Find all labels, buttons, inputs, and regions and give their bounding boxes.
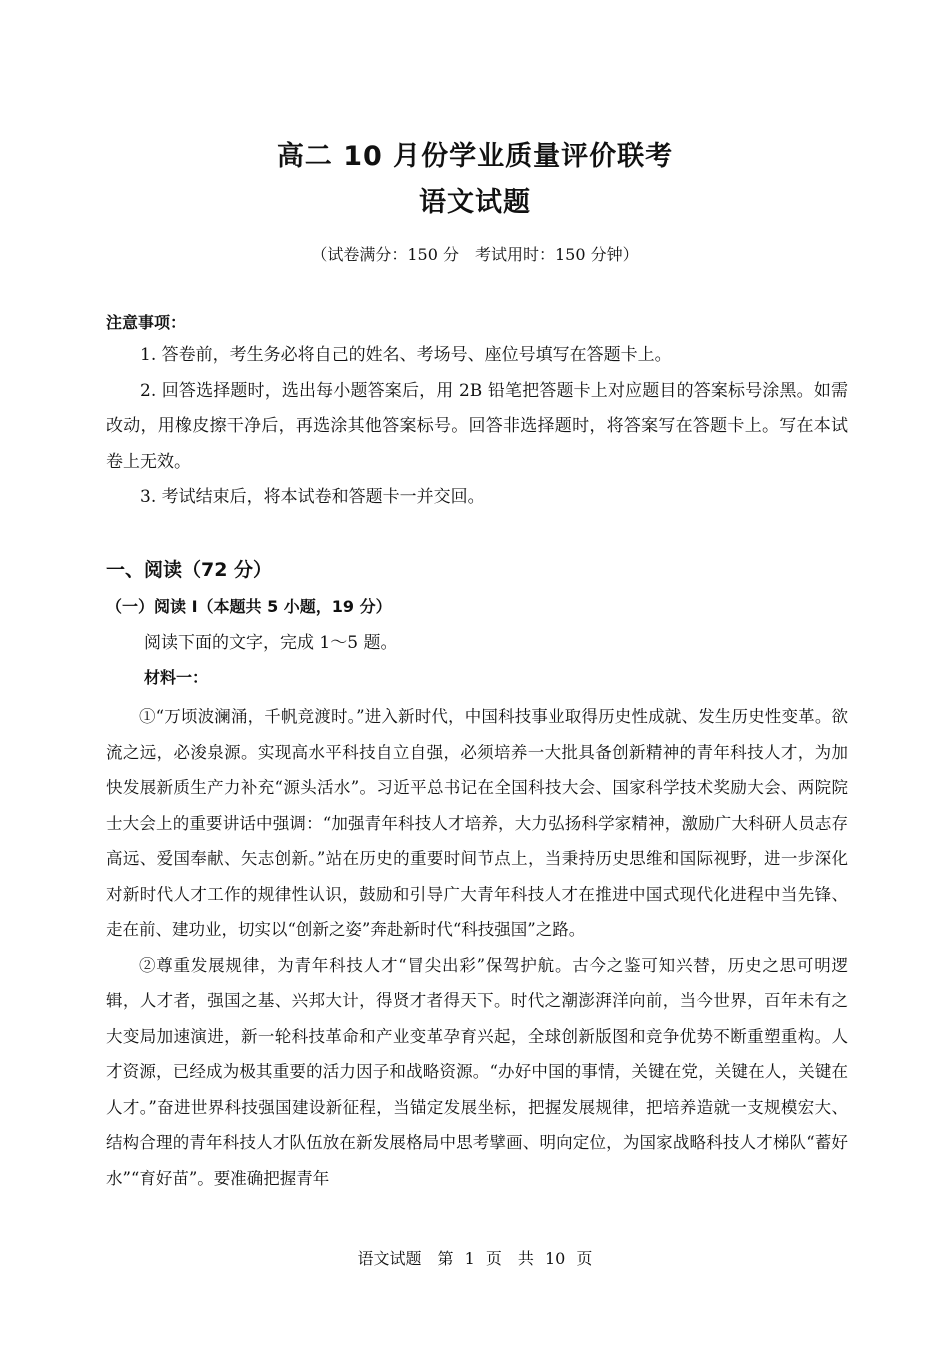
material-label: 材料一： bbox=[144, 668, 209, 687]
notice-item: 2. 回答选择题时，选出每小题答案后，用 2B 铅笔把答题卡上对应题目的答案标号涂黑。如需改动，用橡皮擦干净后，再选涂其他答案标号。回答非选择题时，将答案写在答题卡上。写在本试卷上无效。 bbox=[106, 380, 848, 472]
notice-heading: 注意事项： bbox=[106, 313, 187, 332]
exam-title: 高二 10 月份学业质量评价联考 bbox=[276, 141, 674, 172]
exam-subject-title: 语文试题 bbox=[419, 187, 531, 218]
subsection-heading: （一）阅读 Ⅰ（本题共 5 小题，19 分） bbox=[106, 597, 392, 616]
section-heading: 一、阅读（72 分） bbox=[106, 559, 273, 581]
notice-item: 3. 考试结束后，将本试卷和答题卡一并交回。 bbox=[140, 487, 485, 507]
page-footer: 语文试题 第 1 页 共 10 页 bbox=[357, 1249, 593, 1268]
notice-list bbox=[106, 338, 848, 516]
reading-instruction: 阅读下面的文字，完成 1～5 题。 bbox=[144, 633, 398, 653]
passage-paragraph: ①“万顷波澜涌，千帆竞渡时。”进入新时代，中国科技事业取得历史性成就、发生历史性变革。欲流之远，必浚泉源。实现高水平科技自立自强，必须培养一大批具备创新精神的青年科技人才，为加快发展新质生产力补充“源头活水”。习近平总书记在全国科技大会、国家科学技术奖励大会、两院院士大会上的重要讲话中强调：“加强青年科技人才培养，大力弘扬科学家精神，激励广大科研人员志存高远、爱国奉献、矢志创新。”站在历史的重要时间节点上，当秉持历史思维和国际视野，进一步深化对新时代人才工作的规律性认识，鼓励和引导广大青年科技人才在推进中国式现代化进程中当先锋、走在前、建功业，切实以“创新之姿”奔赴新时代“科技强国”之路。 bbox=[106, 707, 848, 939]
exam-subtitle: （试卷满分：150 分 考试用时：150 分钟） bbox=[311, 245, 639, 264]
passage-paragraph: ②尊重发展规律，为青年科技人才“冒尖出彩”保驾护航。古今之鉴可知兴替，历史之思可明逻辑，人才者，强国之基、兴邦大计，得贤才者得天下。时代之潮澎湃洋向前，当今世界，百年未有之大变局加速演进，新一轮科技革命和产业变革孕育兴起，全球创新版图和竞争优势不断重塑重构。人才资源，已经成为极其重要的活力因子和战略资源。“办好中国的事情，关键在党，关键在人，关键在人才。”奋进世界科技强国建设新征程，当锚定发展坐标，把握发展规律，把培养造就一支规模宏大、结构合理的青年科技人才队伍放在新发展格局中思考擘画、明向定位，为国家战略科技人才梯队“蓄好水”“育好苗”。要准确把握青年 bbox=[106, 955, 848, 1188]
reading-passage bbox=[106, 699, 848, 1196]
notice-item: 1. 答卷前，考生务必将自己的姓名、考场号、座位号填写在答题卡上。 bbox=[140, 345, 672, 365]
